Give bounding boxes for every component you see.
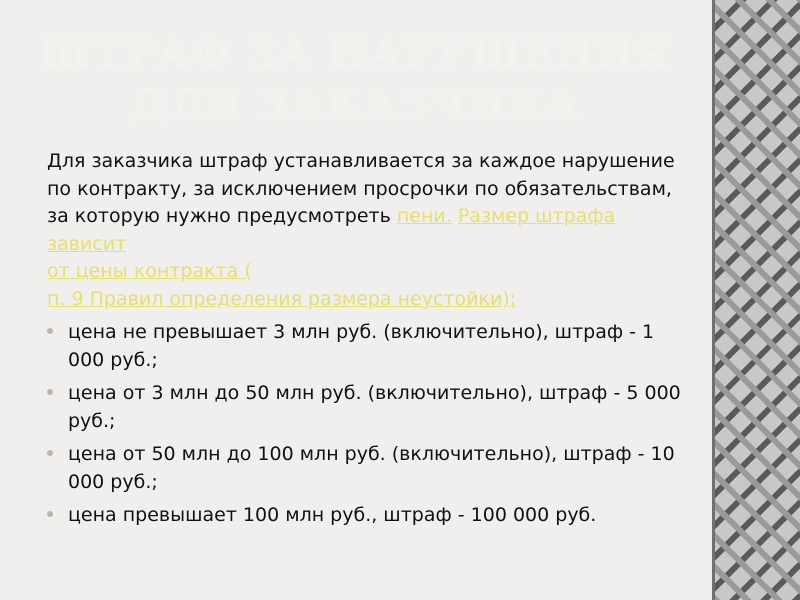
bullet-dot-icon [47, 450, 53, 456]
fine-list [47, 319, 687, 530]
bullet-dot-icon [47, 328, 53, 334]
list-item [47, 380, 687, 435]
title-line-2: ДЛЯ ЗАКАЗЧИКА [131, 81, 581, 128]
slide-title [0, 30, 712, 130]
bullet-dot-icon [47, 389, 53, 395]
link-contract-price[interactable]: от цены контракта ( [47, 260, 252, 282]
intro-paragraph [47, 148, 687, 313]
list-item [47, 319, 687, 374]
bullet-dot-icon [47, 511, 53, 517]
list-item [47, 441, 687, 496]
list-item-text: цена превышает 100 млн руб., штраф - 100 000 руб. [68, 504, 597, 526]
list-item [47, 502, 687, 530]
link-rules-p9[interactable]: п. 9 Правил определения размера неустойки): [47, 287, 517, 310]
link-peni[interactable]: пени. [396, 205, 452, 227]
list-item-text: цена от 3 млн до 50 млн руб. (включительно), штраф - 5 000 руб.; [68, 382, 681, 432]
list-item-text: цена не превышает 3 млн руб. (включительно), штраф - 1 000 руб.; [68, 321, 655, 371]
slide-content [47, 148, 687, 536]
link-depends[interactable]: зависит [47, 232, 127, 255]
list-item-text: цена от 50 млн до 100 млн руб. (включительно), штраф - 10 000 руб.; [68, 443, 675, 493]
pattern-divider [712, 0, 715, 600]
decorative-diamond-pattern [712, 0, 800, 600]
title-line-1: ШТРАФ ЗА НАРУШЕНИЯ [40, 31, 672, 78]
intro-text: Для заказчика штраф устанавливается за каждое нарушение по контракту, за исключением просрочки по обязательствам, за которую нужно предусмотреть [47, 150, 675, 227]
link-fine-size[interactable]: Размер штрафа [457, 205, 616, 227]
